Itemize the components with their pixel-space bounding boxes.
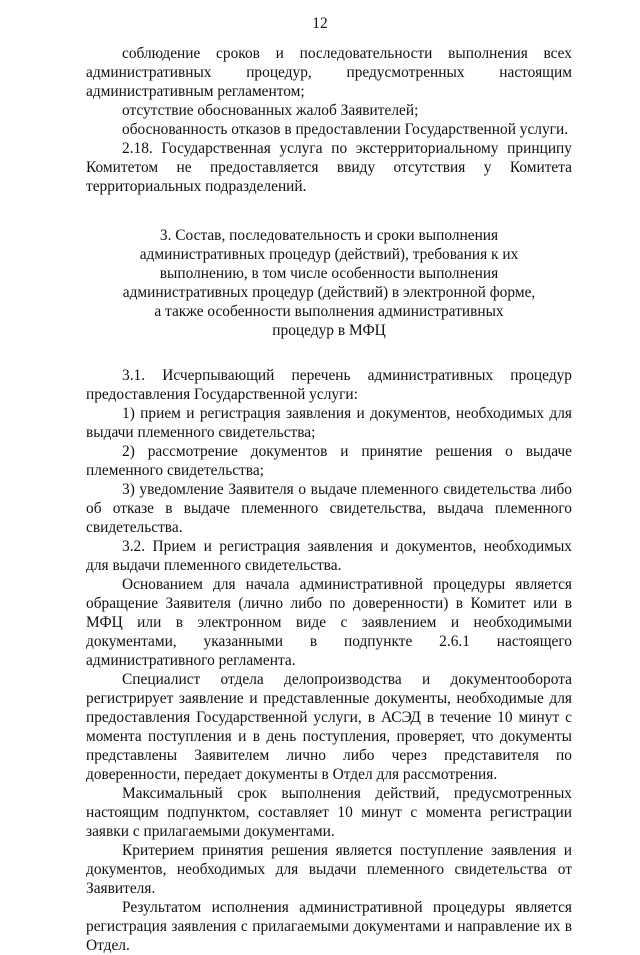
heading-line: выполнению, в том числе особенности выполнения [159,265,499,282]
paragraph-basis: Основанием для начала административной процедуры является обращение Заявителя (лично либо по доверенности) в Комитет или в МФЦ или в электронном виде с заявлением и необходимыми документами, указанными в подпункте 2.6.1 настоящего административного регламента. [86,576,572,669]
paragraph-max-time: Максимальный срок выполнения действий, предусмотренных настоящим подпунктом, составляет 10 минут с момента регистрации заявки с прилагаемыми документами. [86,785,572,840]
paragraph-3-2: 3.2. Прием и регистрация заявления и документов, необходимых для выдачи племенного свидетельства. [86,538,572,574]
paragraph-3-1: 3.1. Исчерпывающий перечень административных процедур предоставления Государственной услуги: [86,367,572,403]
list-item-1: 1) прием и регистрация заявления и документов, необходимых для выдачи племенного свидетельства; [86,405,572,441]
paragraph-result: Результатом исполнения административной процедуры является регистрация заявления с прилагаемыми документами и направление их в Отдел. [86,899,572,954]
heading-line: административных процедур (действий) в электронной форме, [122,284,536,301]
list-item-2: 2) рассмотрение документов и принятие решения о выдаче племенного свидетельства; [86,443,572,479]
heading-line: 3. Состав, последовательность и сроки выполнения [159,227,499,244]
page-number: 12 [312,15,328,32]
paragraph-criterion: Критерием принятия решения является поступление заявления и документов, необходимых для выдачи племенного свидетельства от Заявителя. [86,842,572,897]
paragraph-justified-refusals: обоснованность отказов в предоставлении Государственной услуги. [122,121,569,138]
paragraph-compliance: соблюдение сроков и последовательности выполнения всех административных процедур, предусмотренных настоящим административным регламентом; [86,45,572,100]
page-content [86,44,572,955]
list-item-3: 3) уведомление Заявителя о выдаче племенного свидетельства либо об отказе в выдаче племенного свидетельства, выдача племенного свидетельства. [86,481,572,536]
heading-line: процедур в МФЦ [272,322,386,339]
heading-line: административных процедур (действий), требования к их [139,246,519,263]
heading-line: а также особенности выполнения административных [154,303,504,320]
paragraph-no-complaints: отсутствие обоснованных жалоб Заявителей; [122,102,419,119]
section-3-heading [96,226,562,340]
paragraph-2-18: 2.18. Государственная услуга по экстерриториальному принципу Комитетом не предоставляется ввиду отсутствия у Комитета территориальных подразделений. [86,140,572,195]
paragraph-specialist: Специалист отдела делопроизводства и документооборота регистрирует заявление и представленные документы, необходимые для предоставления Государственной услуги, в АСЭД в течение 10 минут с момента поступления и в день поступления, проверяет, что документы представлены Заявителем лично либо через представителя по доверенности, передает документы в Отдел для рассмотрения. [86,671,572,783]
